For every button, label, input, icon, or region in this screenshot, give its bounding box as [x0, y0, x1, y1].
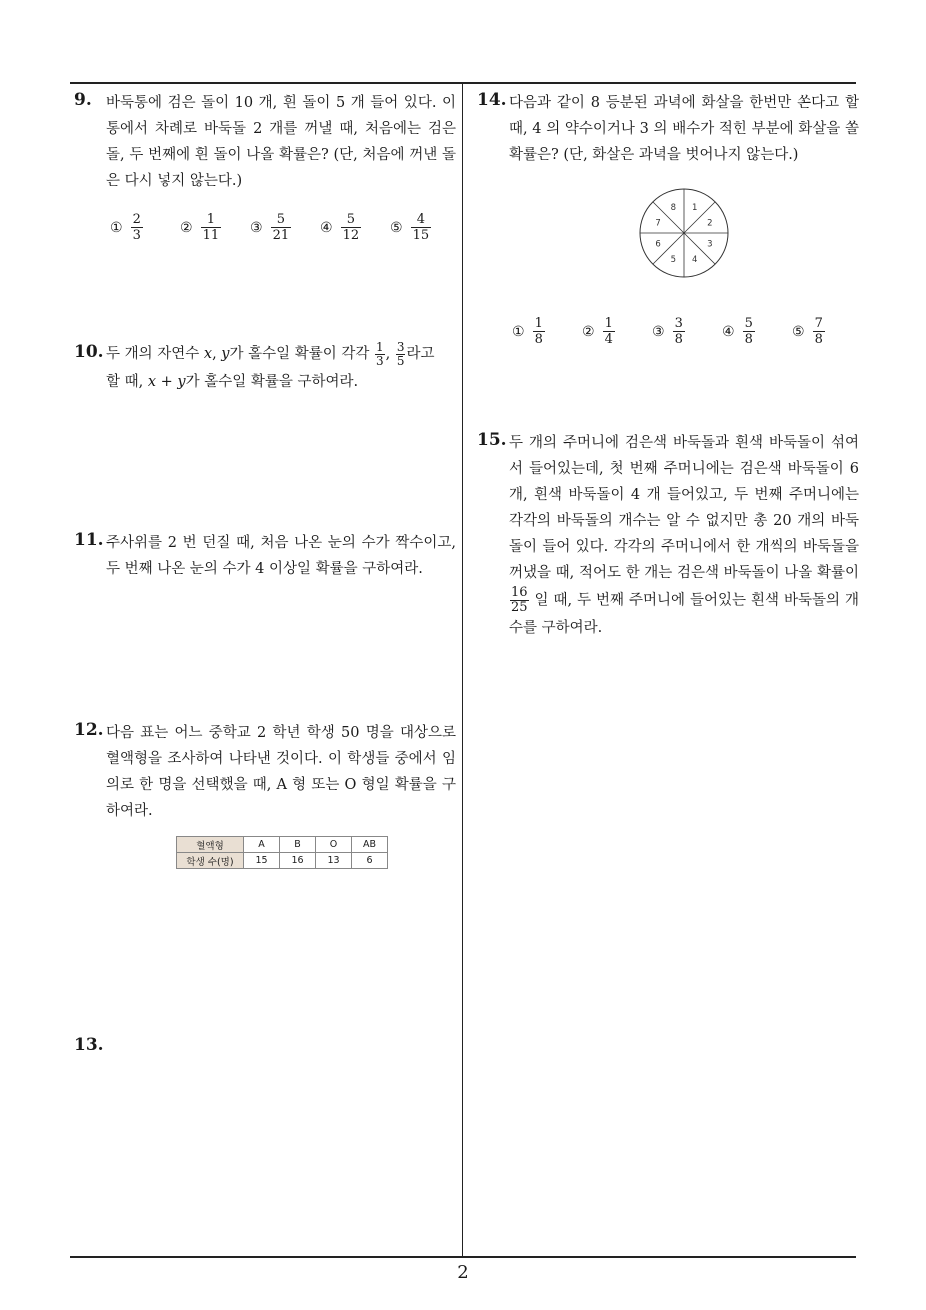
choice-3[interactable]: ③ $\frac{3}{8}$ — [652, 316, 683, 347]
table-row — [177, 837, 388, 853]
answer-choices-9 — [110, 212, 460, 243]
choice-3[interactable]: ③ $\frac{5}{21}$ — [250, 212, 290, 243]
question-number: 15. — [477, 430, 507, 450]
table-header-label: 혈액형 — [177, 837, 244, 853]
question-number: 10. — [74, 342, 104, 362]
target-sector-number: 5 — [670, 254, 676, 265]
table-header-cell: A — [244, 837, 280, 853]
target-diagram — [634, 183, 734, 283]
question-number: 9. — [74, 90, 92, 110]
answer-choices-14 — [512, 316, 862, 347]
blood-type-table — [176, 836, 388, 869]
question-15 — [477, 430, 859, 641]
question-text: 두 개의 주머니에 검은색 바둑돌과 흰색 바둑돌이 섞여서 들어있는데, 첫 번째 주머니에는 검은색 바둑돌이 6 개, 흰색 바둑돌이 4 개 들어있고, 두 번째 주머니에는 각각의 바둑돌의 개수는 알 수 없지만 총 20 개의 바둑돌이 들어 있다. 각각의 주머니에서 한 개씩의 바둑돌을 꺼냈을 때, 적어도 한 개는 검은색 바둑돌이 나올 확률이 $\frac{16}{25}$ 일 때, 두 번째 주머니에 들어있는 흰색 바둑돌의 개수를 구하여라. — [509, 435, 859, 636]
question-number: 14. — [477, 90, 507, 110]
page-number: 2 — [457, 1262, 469, 1283]
question-number: 12. — [74, 720, 104, 740]
table-cell: 13 — [316, 853, 352, 869]
table-row-label: 학생 수(명) — [177, 853, 244, 869]
question-text: 바둑통에 검은 돌이 10 개, 흰 돌이 5 개 들어 있다. 이 통에서 차례로 바둑돌 2 개를 꺼낼 때, 처음에는 검은 돌, 두 번째에 흰 돌이 나올 확률은? (단, 처음에 꺼낸 돌은 다시 넣지 않는다.) — [106, 95, 456, 189]
question-text: 두 개의 자연수 x, y가 홀수일 확률이 각각 $\frac{1}{3}$ , $\frac{3}{5}$ 라고 할 때, x + y가 홀수일 확률을 구하여라. — [106, 339, 435, 390]
table-cell: 6 — [352, 853, 388, 869]
question-text: 다음과 같이 8 등분된 과녁에 화살을 한번만 쏜다고 할 때, 4 의 약수이거나 3 의 배수가 적힌 부분에 화살을 쏠 확률은? (단, 화살은 과녁을 벗어나지 않는다.) — [509, 95, 859, 163]
target-sector-number: 8 — [670, 203, 676, 214]
table-cell: 16 — [280, 853, 316, 869]
table-cell: 15 — [244, 853, 280, 869]
target-sector-number: 3 — [707, 239, 713, 250]
target-sector-number: 2 — [707, 218, 713, 229]
column-divider — [462, 82, 463, 1258]
question-10 — [74, 340, 456, 396]
table-header-cell: O — [316, 837, 352, 853]
choice-4[interactable]: ④ $\frac{5}{12}$ — [320, 212, 360, 243]
question-11 — [74, 530, 456, 582]
choice-1[interactable]: ① $\frac{2}{3}$ — [110, 212, 141, 243]
table-header-cell: AB — [352, 837, 388, 853]
choice-1[interactable]: ① $\frac{1}{8}$ — [512, 316, 543, 347]
choice-4[interactable]: ④ $\frac{5}{8}$ — [722, 316, 753, 347]
question-text: 주사위를 2 번 던질 때, 처음 나온 눈의 수가 짝수이고, 두 번째 나온 눈의 수가 4 이상일 확률을 구하여라. — [106, 535, 456, 577]
question-14 — [477, 90, 859, 168]
question-text: 다음 표는 어느 중학교 2 학년 학생 50 명을 대상으로 혈액형을 조사하여 나타낸 것이다. 이 학생들 중에서 임의로 한 명을 선택했을 때, A 형 또는 O 형일 확률을 구하여라. — [106, 725, 456, 819]
target-sector-number: 7 — [655, 218, 661, 229]
target-sector-number: 6 — [655, 239, 661, 250]
question-9 — [74, 90, 456, 194]
bottom-rule — [70, 1256, 856, 1258]
question-12 — [74, 720, 456, 824]
choice-2[interactable]: ② $\frac{1}{4}$ — [582, 316, 613, 347]
question-number: 13. — [74, 1035, 104, 1055]
choice-5[interactable]: ⑤ $\frac{7}{8}$ — [792, 316, 823, 347]
question-number: 11. — [74, 530, 104, 550]
choice-2[interactable]: ② $\frac{1}{11}$ — [180, 212, 220, 243]
target-sector-number: 4 — [692, 254, 698, 265]
choice-5[interactable]: ⑤ $\frac{4}{15}$ — [390, 212, 430, 243]
target-sector-number: 1 — [692, 203, 698, 214]
table-header-cell: B — [280, 837, 316, 853]
table-row — [177, 853, 388, 869]
